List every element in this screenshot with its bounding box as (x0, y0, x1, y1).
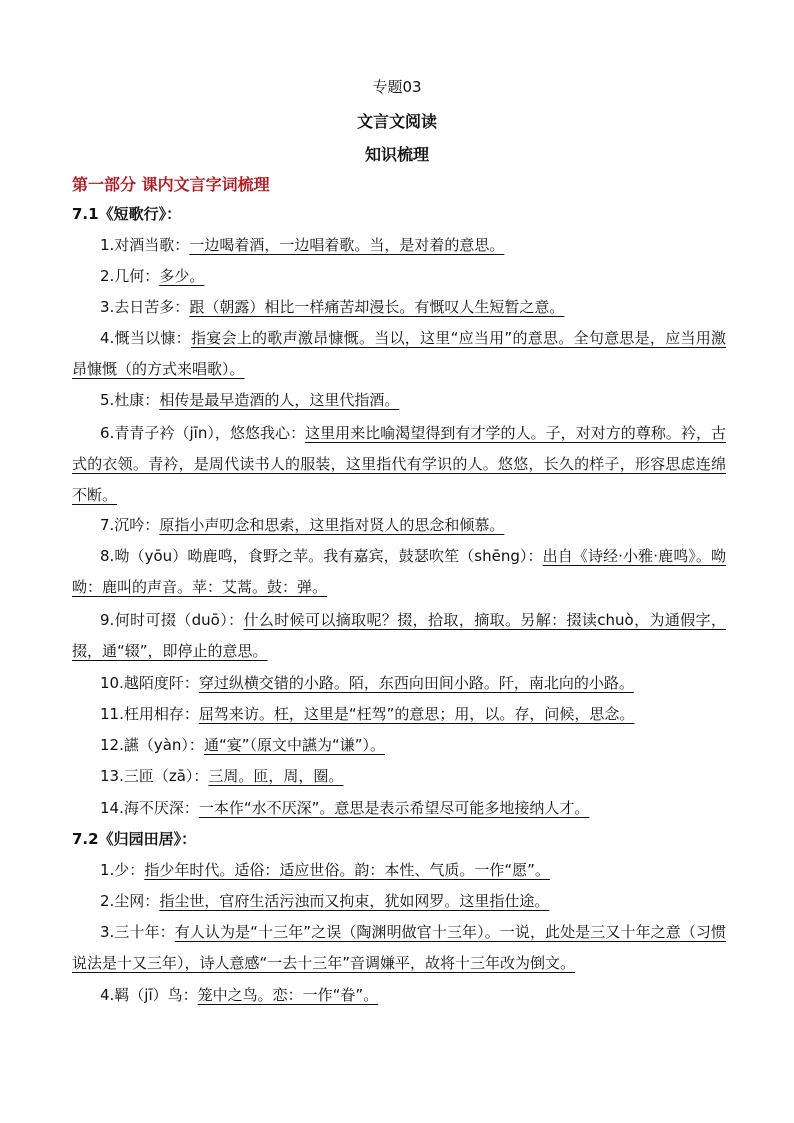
explanation: 笼中之鸟。恋：一作“眷”。 (197, 986, 379, 1004)
list-item (72, 730, 726, 761)
list-item (72, 886, 726, 917)
term: 3.三十年： (100, 923, 175, 941)
term: 13.三匝（zā）： (100, 767, 209, 785)
list-item (72, 699, 726, 730)
explanation: 一边喝着酒，一边唱着歌。当，是对着的意思。 (189, 236, 505, 254)
term: 1.对酒当歌： (100, 236, 190, 254)
explanation: 什么时候可以摘取呢？掇，拾取，摘取。另解：掇读chuò，为通假字，掇，通“辍”，即停止的意思。 (72, 611, 726, 660)
list-item (72, 292, 726, 323)
list-item (72, 323, 726, 385)
list-item (72, 230, 726, 261)
explanation: 穿过纵横交错的小路。陌，东西向田间小路。阡，南北向的小路。 (198, 674, 634, 692)
explanation: 屈驾来访。枉，这里是“枉驾”的意思；用，以。存，问候，思念。 (198, 705, 635, 723)
explanation: 指少年时代。适俗：适应世俗。韵：本性、气质。一作“愿”。 (144, 861, 550, 879)
explanation: 跟（朝露）相比一样痛苦却漫长。有慨叹人生短暂之意。 (189, 298, 565, 316)
term: 9.何时可掇（duō）： (100, 611, 244, 629)
term: 7.沉吟： (100, 516, 160, 534)
list-item (72, 980, 726, 1011)
explanation: 相传是最早造酒的人，这里代指酒。 (159, 391, 400, 409)
list-item (72, 418, 726, 511)
term: 6.青青子衿（jīn），悠悠我心： (100, 424, 306, 442)
list-item (72, 793, 726, 824)
explanation: 原指小声叨念和思索，这里指对贤人的思念和倾慕。 (159, 516, 505, 534)
section-heading: 7.2《归园田居》： (72, 830, 197, 848)
list-item (72, 605, 726, 667)
term: 1.少： (100, 861, 145, 879)
explanation: 多少。 (159, 267, 205, 285)
document-title: 文言文阅读 (356, 112, 437, 131)
explanation: 指尘世，官府生活污浊而又拘束，犹如网罗。这里指仕途。 (159, 892, 550, 910)
term: 5.杜康： (100, 391, 160, 409)
explanation: 通“宴”（原文中讌为“谦”）。 (203, 736, 386, 754)
list-item (72, 385, 726, 416)
term: 4.羁（jī）鸟： (100, 986, 198, 1004)
term: 2.几何： (100, 267, 160, 285)
explanation: 出自《诗经·小雅·鹿鸣》。呦呦：鹿叫的声音。苹：艾蒿。鼓：弹。 (72, 547, 726, 596)
term: 4.慨当以慷： (100, 329, 191, 347)
list-item (72, 668, 726, 699)
section-heading: 7.1《短歌行》： (72, 205, 182, 223)
part-heading: 第一部分 课内文言字词梳理 (72, 175, 270, 194)
term: 2.尘网： (100, 892, 160, 910)
term: 14.海不厌深： (100, 799, 199, 817)
topic-code: 专题03 (372, 78, 422, 96)
explanation: 一本作“水不厌深”。意思是表示希望尽可能多地接纳人才。 (198, 799, 590, 817)
document-subtitle: 知识梳理 (364, 145, 429, 164)
explanation: 有人认为是“十三年”之误（陶渊明做官十三年）。一说，此处是三又十年之意（习惯说法是十又三年），诗人意感“一去十三年”音调嫌平，故将十三年改为倒文。 (72, 923, 727, 972)
term: 10.越陌度阡： (100, 674, 199, 692)
explanation: 三周。匝，周，圈。 (208, 767, 344, 785)
list-item (72, 761, 726, 792)
term: 3.去日苦多： (100, 298, 190, 316)
term: 11.枉用相存： (100, 705, 199, 723)
term: 12.讌（yàn）： (100, 736, 204, 754)
list-item (72, 510, 726, 541)
explanation: 指宴会上的歌声激昂慷慨。当以，这里“应当用”的意思。全句意思是，应当用激昂慷慨（的方式来唱歌）。 (72, 329, 727, 378)
list-item (72, 541, 726, 603)
list-item (72, 855, 726, 886)
list-item (72, 261, 726, 292)
list-item (72, 917, 726, 979)
term: 8.呦（yōu）呦鹿鸣，食野之苹。我有嘉宾，鼓瑟吹笙（shēng）： (100, 547, 543, 565)
explanation: 这里用来比喻渴望得到有才学的人。子，对对方的尊称。衿，古式的衣领。青衿，是周代读书人的服装，这里指代有学识的人。悠悠，长久的样子，形容思虑连绵不断。 (72, 424, 726, 504)
